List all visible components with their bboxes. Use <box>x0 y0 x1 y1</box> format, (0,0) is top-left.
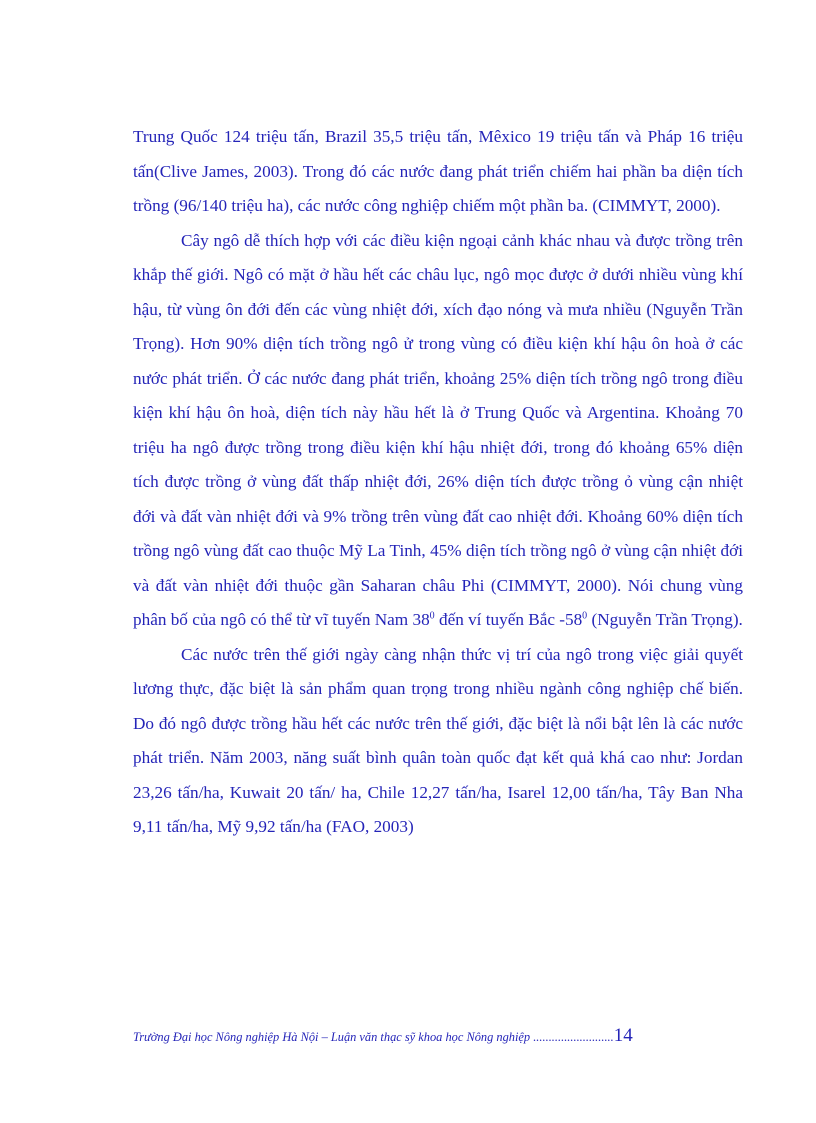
footer-text: Trường Đại học Nông nghiệp Hà Nội – Luận văn thạc sỹ khoa học Nông nghiệp .......................... <box>133 1030 614 1044</box>
paragraph-2-text-mid: đến ví tuyến Bắc -58 <box>434 610 583 629</box>
paragraph-3 <box>133 638 743 845</box>
paragraph-3-text: Các nước trên thế giới ngày càng nhận thức vị trí của ngô trong việc giải quyết lương thực, đặc biệt là sản phẩm quan trọng trong nhiều ngành công nghiệp chế biến. Do đó ngô được trồng hầu hết các nước trên thế giới, đặc biệt là nổi bật lên là các nước phát triển. Năm 2003, năng suất bình quân toàn quốc đạt kết quả khá cao như: Jordan 23,26 tấn/ha, Kuwait 20 tấn/ ha, Chile 12,27 tấn/ha, Isarel 12,00 tấn/ha, Tây Ban Nha 9,11 tấn/ha, Mỹ 9,92 tấn/ha (FAO, 2003) <box>133 644 743 836</box>
page-footer <box>133 1025 743 1047</box>
document-body <box>133 120 743 845</box>
paragraph-1-text: Trung Quốc 124 triệu tấn, Brazil 35,5 triệu tấn, Mêxico 19 triệu tấn và Pháp 16 triệu tấn(Clive James, 2003). Trong đó các nước đang phát triển chiếm hai phần ba diện tích trồng (96/140 triệu ha), các nước công nghiệp chiếm một phần ba. (CIMMYT, 2000). <box>133 127 743 215</box>
superscript-degree-1: 0 <box>429 610 435 622</box>
paragraph-2 <box>133 224 743 638</box>
paragraph-2-text: Cây ngô dễ thích hợp với các điều kiện ngoại cảnh khác nhau và được trồng trên khắp thế giới. Ngô có mặt ở hầu hết các châu lục, ngô mọc được ở dưới nhiều vùng khí hậu, từ vùng ôn đới đến các vùng nhiệt đới, xích đạo nóng và mưa nhiều (Nguyễn Trần Trọng). Hơn 90% diện tích trồng ngô ử trong vùng có điều kiện khí hậu ôn hoà ở các nước phát triển. Ở các nước đang phát triển, khoảng 25% diện tích trồng ngô trong điều kiện khí hậu ôn hoà, diện tích này hầu hết là ở Trung Quốc và Argentina. Khoảng 70 triệu ha ngô được trồng trong điều kiện khí hậu nhiệt đới, trong đó khoảng 65% diện tích được trồng ở vùng đất thấp nhiệt đới, 26% diện tích được trồng ỏ vùng cận nhiệt đới và đất vàn nhiệt đới và 9% trồng trên vùng đất cao nhiệt đới. Khoảng 60% diện tích trồng ngô vùng đất cao thuộc Mỹ La Tinh, 45% diện tích trồng ngô ở vùng cận nhiệt đới và đất vàn nhiệt đới thuộc gần Saharan châu Phi (CIMMYT, 2000). Nói chung vùng phân bố của ngô có thể từ vĩ tuyến Nam 38 <box>133 230 743 629</box>
paragraph-1 <box>133 120 743 224</box>
superscript-degree-2: 0 <box>582 610 588 622</box>
page-number: 14 <box>613 1025 633 1046</box>
paragraph-2-text-end: (Nguyễn Trần Trọng). <box>587 610 743 629</box>
